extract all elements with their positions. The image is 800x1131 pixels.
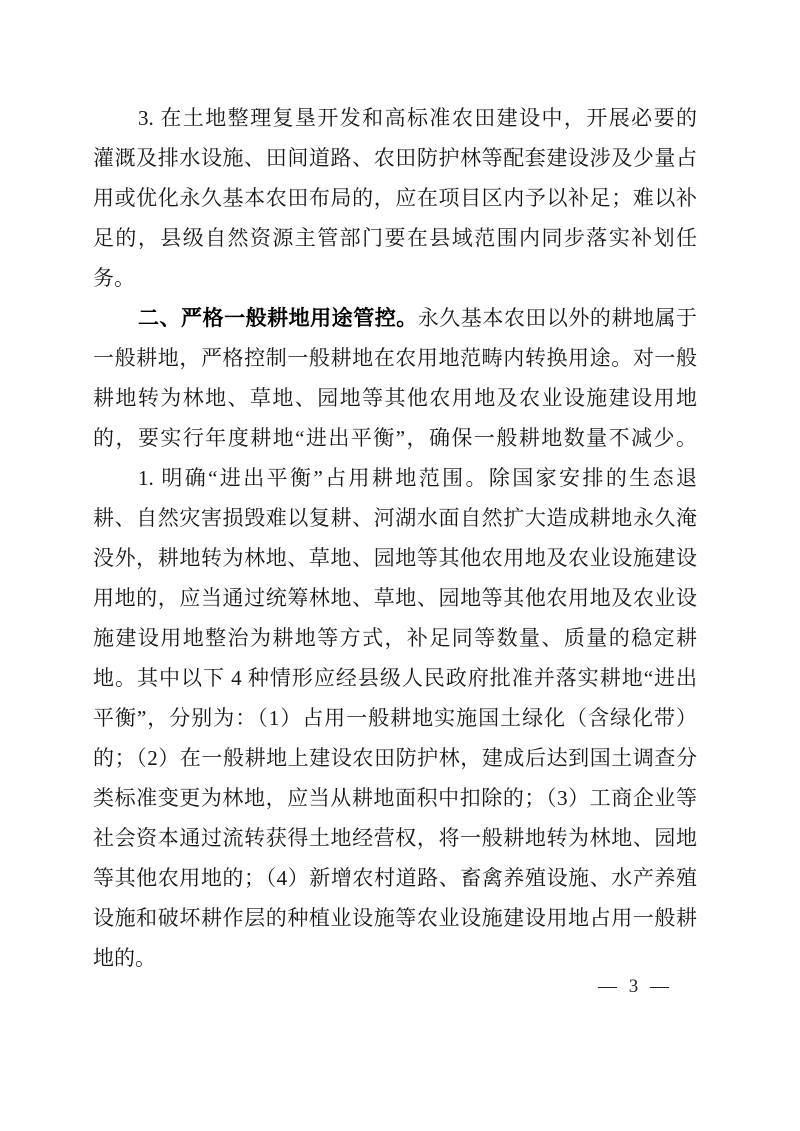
text-line xyxy=(93,578,697,618)
text-segment: 永久基本农田以外的耕地属于 xyxy=(417,306,698,330)
text-segment: 的，要实行年度耕地“进出平衡”，确保一般耕地数量不减少。 xyxy=(93,426,697,450)
text-line xyxy=(93,898,697,938)
paragraph xyxy=(93,458,697,978)
text-line xyxy=(93,418,697,458)
text-segment: 平衡”，分别为：（1）占用一般耕地实施国土绿化（含绿化带） xyxy=(93,706,697,730)
text-line xyxy=(93,778,697,818)
paragraph xyxy=(93,98,697,298)
text-segment: 3. 在土地整理复垦开发和高标准农田建设中，开展必要的 xyxy=(138,106,697,130)
text-line xyxy=(93,138,697,178)
text-line xyxy=(93,658,697,698)
text-line xyxy=(93,98,697,138)
page-number: — 3 — xyxy=(598,976,669,997)
text-segment: 地的。 xyxy=(93,946,156,970)
document-body xyxy=(93,98,697,978)
text-line xyxy=(93,618,697,658)
text-line xyxy=(93,378,697,418)
text-segment: 社会资本通过流转获得土地经营权，将一般耕地转为林地、园地 xyxy=(93,826,697,850)
text-line xyxy=(93,178,697,218)
text-line xyxy=(93,938,697,978)
text-line xyxy=(93,538,697,578)
text-segment: 用或优化永久基本农田布局的，应在项目区内予以补足；难以补 xyxy=(93,186,697,210)
text-segment: 用地的，应当通过统筹林地、草地、园地等其他农用地及农业设 xyxy=(93,586,697,610)
paragraph xyxy=(93,298,697,458)
text-segment: 类标准变更为林地，应当从耕地面积中扣除的；（3）工商企业等 xyxy=(93,786,697,810)
text-line xyxy=(93,738,697,778)
text-segment: 耕、自然灾害损毁难以复耕、河湖水面自然扩大造成耕地永久淹 xyxy=(93,506,697,530)
text-line xyxy=(93,858,697,898)
text-line xyxy=(93,698,697,738)
section-heading: 二、严格一般耕地用途管控。 xyxy=(138,307,418,330)
text-segment: 灌溉及排水设施、田间道路、农田防护林等配套建设涉及少量占 xyxy=(93,146,697,170)
text-segment: 没外，耕地转为林地、草地、园地等其他农用地及农业设施建设 xyxy=(93,546,697,570)
text-segment: 等其他农用地的；（4）新增农村道路、畜禽养殖设施、水产养殖 xyxy=(93,866,697,890)
text-line xyxy=(93,218,697,258)
text-line xyxy=(93,458,697,498)
text-line xyxy=(93,498,697,538)
text-segment: 足的，县级自然资源主管部门要在县域范围内同步落实补划任 xyxy=(93,226,697,250)
text-segment: 施建设用地整治为耕地等方式，补足同等数量、质量的稳定耕 xyxy=(93,626,697,650)
text-segment: 地。其中以下 4 种情形应经县级人民政府批准并落实耕地“进出 xyxy=(93,666,697,690)
text-segment: 务。 xyxy=(93,266,135,290)
text-segment: 一般耕地，严格控制一般耕地在农用地范畴内转换用途。对一般 xyxy=(93,346,697,370)
text-line xyxy=(93,298,697,338)
text-segment: 设施和破坏耕作层的种植业设施等农业设施建设用地占用一般耕 xyxy=(93,906,697,930)
text-segment: 1. 明确“进出平衡”占用耕地范围。除国家安排的生态退 xyxy=(138,466,697,490)
text-line xyxy=(93,258,697,298)
text-line xyxy=(93,818,697,858)
text-segment: 耕地转为林地、草地、园地等其他农用地及农业设施建设用地 xyxy=(93,386,697,410)
text-line xyxy=(93,338,697,378)
text-segment: 的；（2）在一般耕地上建设农田防护林，建成后达到国土调查分 xyxy=(93,746,697,770)
